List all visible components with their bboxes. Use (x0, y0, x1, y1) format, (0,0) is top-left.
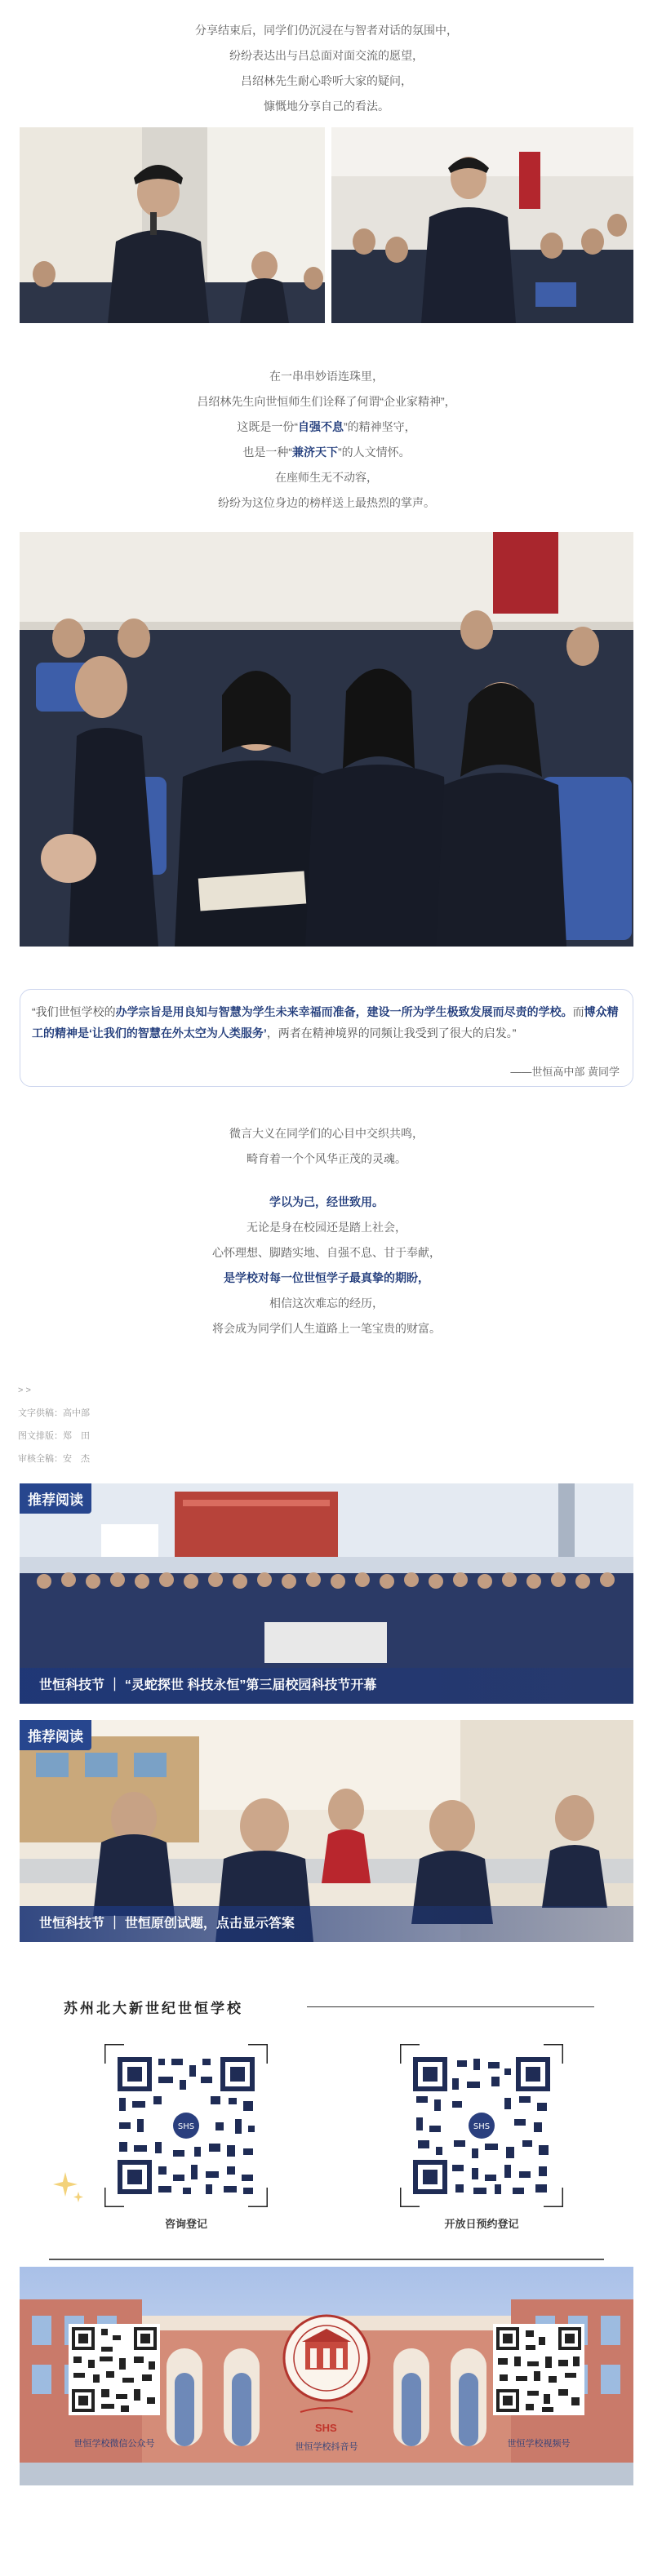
applause-photo (20, 532, 633, 947)
quote-text: 而 (572, 1005, 584, 1018)
intro-line: 纷纷表达出与吕总面对面交流的愿望， (229, 49, 424, 62)
closing-line: 心怀理想、脚踏实地、自强不息、甘于奉献， (212, 1246, 441, 1259)
qr-label: 开放日预约登记 (444, 2218, 519, 2230)
spirit-line (0, 440, 653, 465)
credit-reviewer: 审核全稿：安 杰 (18, 1454, 90, 1464)
closing-line: 微言大义在同学们的心目中交织共鸣， (229, 1127, 424, 1140)
student-question-photo-left (20, 127, 325, 323)
spirit-line: 在座师生无不动容， (275, 471, 378, 484)
spirit-line: 在一串串妙语连珠里， (269, 370, 384, 383)
footer-badge: SHS (315, 2422, 337, 2434)
quote-highlight: 办学宗旨是用良知与智慧为学生未来幸福而准备，建设一所为学生极致发展而尽责的学校。 (115, 1005, 573, 1018)
intro-line: 慷慨地分享自己的看法。 (264, 100, 389, 113)
spirit-line: 纷纷为这位身边的榜样送上最热烈的掌声。 (218, 496, 435, 509)
credit-text-provider: 文字供稿：高中部 (18, 1408, 90, 1418)
closing-highlight: 是学校对每一位世恒学子最真挚的期盼， (224, 1271, 429, 1284)
qr-code-image (400, 2044, 563, 2207)
student-quote-box (20, 989, 633, 1087)
closing-motto: 学以为己，经世致用。 (269, 1195, 384, 1208)
closing-paragraph (0, 1121, 653, 1341)
credits-arrows: > > (18, 1386, 31, 1395)
recommend-tag: 推荐阅读 (20, 1483, 91, 1514)
closing-line: 无论是身在校园还是踏上社会， (247, 1221, 406, 1234)
intro-line: 吕绍林先生耐心聆听大家的疑问， (241, 74, 412, 87)
recommend-card-original-questions[interactable] (20, 1720, 633, 1942)
closing-line: 相信这次难忘的经历， (269, 1297, 384, 1310)
qr-open-day[interactable] (400, 2044, 563, 2231)
spirit-line: 吕绍林先生向世恒师生们诠释了何谓“企业家精神”， (197, 395, 456, 408)
svg-text:SHS: SHS (473, 2122, 491, 2131)
quote-text: ，两者在精神境界的同频让我受到了很大的启发。” (266, 1026, 517, 1040)
spirit-text: 也是一种“ (242, 446, 292, 459)
qr-code-image (104, 2044, 268, 2207)
section-divider (49, 2259, 604, 2260)
qr-label: 咨询登记 (164, 2218, 207, 2230)
qr-consult[interactable] (104, 2044, 268, 2231)
recommend-card-tech-festival[interactable] (20, 1483, 633, 1704)
intro-line: 分享结束后，同学们仍沉浸在与智者对话的氛围中， (195, 24, 458, 37)
footer-label-douyin: 世恒学校抖音号 (295, 2442, 358, 2452)
quote-text: “我们世恒学校的 (32, 1005, 116, 1018)
intro-paragraph (0, 18, 653, 119)
sparkle-icon (51, 2169, 87, 2209)
student-question-photo-right (331, 127, 633, 323)
spirit-paragraph (0, 364, 653, 516)
heading-rule (307, 2006, 594, 2007)
quote-highlight: 博众精工的精神是‘让我们的智慧在外太空为人类服务’ (32, 1005, 619, 1040)
credit-layout: 图文排版：郑 田 (18, 1431, 90, 1441)
spirit-text: 这既是一份“ (237, 420, 298, 433)
credits (18, 1379, 90, 1470)
recommend-caption: 世恒科技节 ｜ “灵蛇探世 科技永恒”第三届校园科技节开幕 (20, 1668, 633, 1704)
spirit-text: ”的人文情怀。 (338, 446, 411, 459)
spirit-highlight: 兼济天下 (292, 446, 338, 459)
spirit-highlight: 自强不息 (298, 420, 344, 433)
footer-banner (20, 2267, 633, 2485)
spirit-text: ”的精神坚守， (344, 420, 416, 433)
closing-line: 畸育着一个个风华正茂的灵魂。 (247, 1152, 406, 1165)
school-name: 苏州北大新世纪世恒学校 (64, 2001, 243, 2016)
svg-text:SHS: SHS (177, 2122, 195, 2131)
spirit-line (0, 415, 653, 440)
recommend-caption: 世恒科技节 ｜ 世恒原创试题，点击显示答案 (20, 1906, 633, 1942)
recommend-tag: 推荐阅读 (20, 1720, 91, 1750)
footer-label-wechat: 世恒学校微信公众号 (73, 2439, 155, 2449)
spacer (0, 1172, 653, 1190)
closing-line: 将会成为同学们人生道路上一笔宝贵的财富。 (212, 1322, 441, 1335)
quote-signature: ——世恒高中部 黄同学 (510, 1066, 620, 1078)
footer-label-video: 世恒学校视频号 (507, 2439, 571, 2449)
